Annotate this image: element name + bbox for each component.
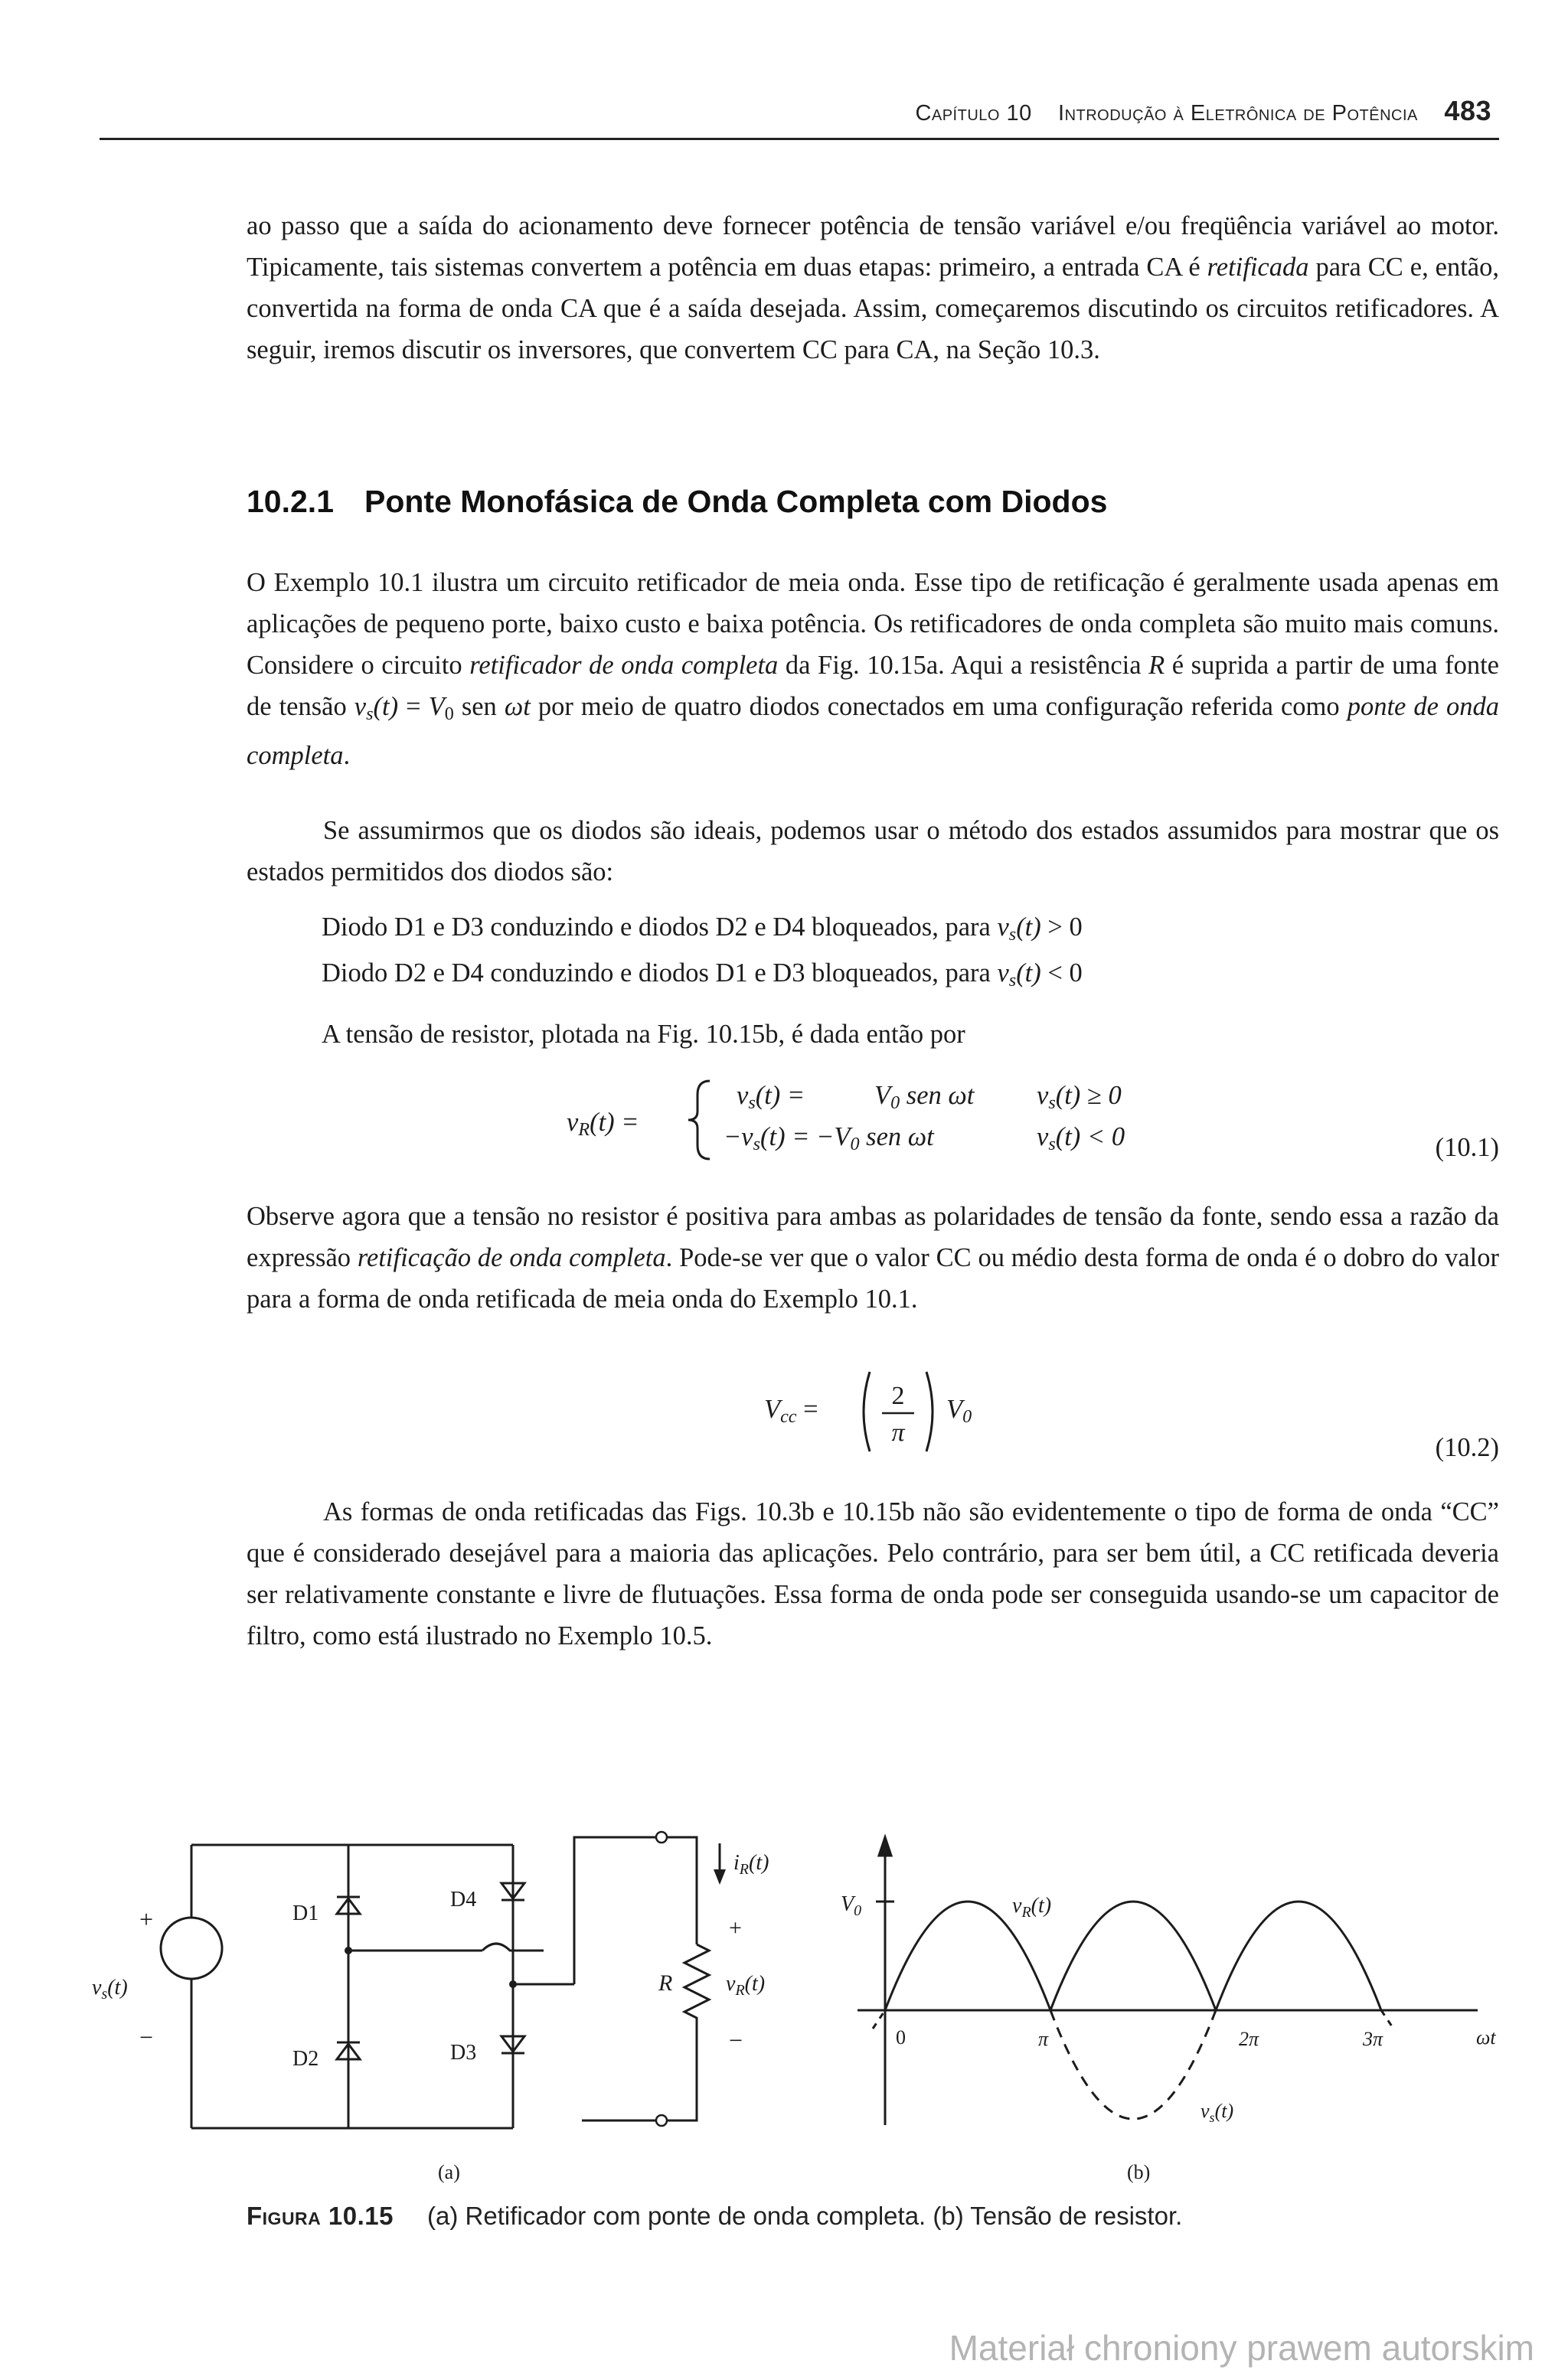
eq1-lhs-sub: R [578,1119,590,1141]
current-arrow-head [714,1869,726,1885]
figure-graph [812,1822,1531,2189]
eq2-number: (10.2) [1435,1433,1499,1462]
eq1-r1-cvsub: s [1048,1092,1056,1114]
state2-var-sub: s [1008,970,1017,991]
x-tick-2pi: 2π [1239,2028,1259,2050]
eq2-lhs [764,1395,818,1428]
eq1-r1-sen: sen ωt [900,1081,975,1110]
state1-var-arg: (t) [1016,912,1041,942]
state1-var: v [997,912,1009,942]
p2-text: Se assumirmos que os diodos são ideais, podemos usar o método dos estados assumidos para mostrar que os estados permitidos dos diodos são: [247,816,1499,886]
terminal-bottom [656,2115,667,2126]
page-number: 483 [1444,95,1491,126]
section-number: 10.2.1 [247,484,334,519]
eq1-r2-cond: (t) < 0 [1055,1122,1125,1151]
p1-var-v-sub: s [366,704,374,725]
figure-caption [247,2202,1182,2231]
eq2-eq: = [796,1395,818,1424]
x-tick-pi: π [1038,2028,1049,2050]
diode-d1-label: D1 [292,1902,319,1925]
intro-term: retificada [1207,253,1309,282]
eq1-r1-V0: V [874,1081,891,1110]
source-dash-right [1381,2010,1393,2029]
v0-label: $V_0$ [841,1892,862,1919]
eq1-r1-eq: (t) = [755,1081,805,1110]
paragraph-full-wave-observation [247,1196,1499,1320]
p1-text-6: por meio de quatro diodos conectados em uma configuração referida como [530,692,1348,721]
diode-state-1 [322,912,1083,945]
vs-dashed-label: $v_s(t)$ [1200,2100,1234,2125]
p3-text: A tensão de resistor, plotada na Fig. 10.15b, é dada então por [322,1020,965,1049]
eq1-number: (10.1) [1435,1133,1499,1162]
eq2-rhs-sub: 0 [962,1406,972,1428]
eq1-r2-eq: (t) = −V [760,1122,851,1151]
eq1-r2-sen: sen ωt [859,1122,934,1151]
p1-var-t: (t) [373,692,399,721]
rectified-waveform [885,1902,1381,2010]
intro-paragraph [247,205,1499,371]
p1-text-7: . [343,741,351,771]
eq2-lhs-sub: cc [780,1406,797,1428]
eq1-r2-cvsub: s [1048,1134,1056,1155]
section-heading [247,484,1107,520]
p1-var-v: v [354,692,367,721]
state2-cond: < 0 [1040,958,1083,988]
paragraph-resistor-voltage [322,1020,965,1050]
output-minus: − [729,2026,743,2054]
eq1-row-2-cond [1037,1122,1125,1155]
p1-var-r: R [1148,651,1165,680]
y-axis-arrow [879,1837,891,1856]
eq1-brace [685,1078,716,1162]
terminal-top [656,1832,667,1843]
state1-var-sub: s [1008,924,1017,945]
state2-var: v [997,958,1009,988]
p1-var-wt: ωt [504,692,531,721]
x-axis-label: ωt [1476,2026,1496,2049]
eq2-fraction [856,1366,940,1458]
chapter-label: Capítulo 10 [915,101,1032,126]
vr-curve-label: $v_R(t)$ [1012,1894,1052,1921]
junction-dot-left [345,1947,352,1954]
eq1-r2-vsub: s [753,1134,760,1155]
output-voltage-label: $v_R(t)$ [726,1972,766,1999]
panel-b-label: (b) [1127,2161,1151,2183]
output-top-wire [574,1837,658,1984]
eq2-denominator: π [891,1419,905,1447]
p1-term-1: retificador de onda completa [469,651,779,680]
panel-a-label: (a) [438,2161,460,2183]
eq2-lhs-v: V [764,1395,781,1424]
eq2-rhs [946,1395,972,1428]
state1-cond: > 0 [1040,912,1083,942]
caption-label: Figura 10.15 [247,2202,394,2230]
resistor-label: R [658,1970,673,1996]
p1-text-2: da Fig. 10.15a. Aqui a resistência [778,651,1149,680]
output-plus: + [729,1915,742,1941]
eq1-r1-cond: (t) ≥ 0 [1055,1081,1122,1110]
state2-text: Diodo D2 e D4 conduzindo e diodos D1 e D3 bloqueados, para [322,958,998,988]
diode-d3-label: D3 [450,2041,477,2065]
copyright-watermark: Materiał chroniony prawem autorskim [949,2328,1534,2368]
eq1-r1-V0sub: 0 [890,1092,900,1114]
p4-text-1: Observe agora que a tensão no resistor é positiva para ambas as polaridades de tensão da fonte, sendo essa a razão da expressão [247,1202,1499,1272]
state1-text: Diodo D1 e D3 conduzindo e diodos D2 e D4 bloqueados, para [322,912,998,942]
p5-text: As formas de onda retificadas das Figs. 10.3b e 10.15b não são evidentemente o tipo de forma de onda “CC” que é considerado desejável para a maioria das aplicações. Pelo contrário, para ser bem útil, a CC retificada deveria ser relativamente constante e livre de flutuações. Essa forma de onda pode ser conseguida usando-se um capacitor de filtro, como está ilustrado no Exemplo 10.5. [247,1497,1499,1650]
chapter-title: Introdução à Eletrônica de Potência [1058,101,1418,126]
eq1-r2-v: −v [724,1122,753,1151]
caption-text: (a) Retificador com ponte de onda completa. (b) Tensão de resistor. [427,2202,1183,2230]
state2-var-arg: (t) [1016,958,1041,988]
eq1-row-1-cond [1037,1081,1122,1114]
p1-var-v0: V [428,692,445,721]
diode-d4-label: D4 [450,1888,477,1912]
junction-dot-right [509,1980,517,1988]
x-tick-0: 0 [896,2026,906,2049]
diode-d2-label: D2 [292,2047,319,2071]
eq1-r1-cv: v [1037,1081,1049,1110]
eq1-r1-vsub: s [748,1092,756,1114]
ac-source [161,1918,222,1979]
eq1-r2-V0sub: 0 [850,1134,860,1155]
p1-var-v0-sub: 0 [444,704,454,725]
paragraph-assumed-states [247,810,1499,893]
source-label: $v_s(t)$ [92,1976,128,2003]
eq2-numerator: 2 [891,1382,905,1410]
eq1-r1-v: v [737,1081,749,1110]
source-minus: − [139,2023,154,2051]
p4-text-2: . Pode-se ver que o valor CC ou médio desta forma de onda é o dobro do valor para a forma de onda retificada de meia onda do Exemplo 10.1. [247,1243,1500,1314]
header-text [915,95,1491,127]
section-title: Ponte Monofásica de Onda Completa com Diodos [364,484,1108,519]
eq1-lhs-arg: (t) = [590,1108,639,1137]
source-negative-half-dashed [1050,2010,1216,2119]
intro-text-2: para CC e, então, convertida na forma de onda CA que é a saída desejada. Assim, começaremos discutindo os circuitos retificadores. A seguir, iremos discutir os inversores, que convertem CC para CA, na Seção 10.3. [247,253,1499,364]
current-label: $i_R(t)$ [733,1851,769,1878]
x-tick-3pi: 3π [1363,2028,1383,2050]
eq1-lhs [567,1108,639,1141]
p4-term: retificação de onda completa [357,1243,666,1272]
resistor-top-lead [658,1837,697,1944]
eq1-r2-cv: v [1037,1122,1049,1151]
eq1-lhs-v: v [567,1108,579,1137]
diode-state-2 [322,958,1083,991]
eq1-row-2 [724,1122,934,1155]
eq1-row-1-mid [874,1081,974,1114]
p1-text-4: = [398,692,429,721]
paragraph-filter-capacitor [247,1491,1499,1657]
paragraph-full-wave [247,562,1499,776]
p1-term-2: ponte de onda completa [247,692,1499,771]
figure-circuit [77,1822,812,2189]
eq1-row-1 [737,1081,805,1114]
intro-text-1: ao passo que a saída do acionamento deve fornecer potência de tensão variável e/ou freqüência variável ao motor. Tipicamente, tais sistemas convertem a potência em duas etapas: primeiro, a entrada CA é [247,211,1499,282]
running-header [100,92,1499,140]
source-plus: + [139,1905,154,1933]
p1-text-3: é suprida a partir de uma fonte de tensão [247,651,1499,721]
eq2-rhs-v: V [946,1395,963,1424]
source-dash-left [873,2010,885,2029]
p1-text-1: O Exemplo 10.1 ilustra um circuito retificador de meia onda. Esse tipo de retificação é geralmente usada apenas em aplicações de pequeno porte, baixo custo e baixa potência. Os retificadores de onda completa são muito mais comuns. Considere o circuito [247,568,1499,680]
p1-text-5: sen [453,692,505,721]
